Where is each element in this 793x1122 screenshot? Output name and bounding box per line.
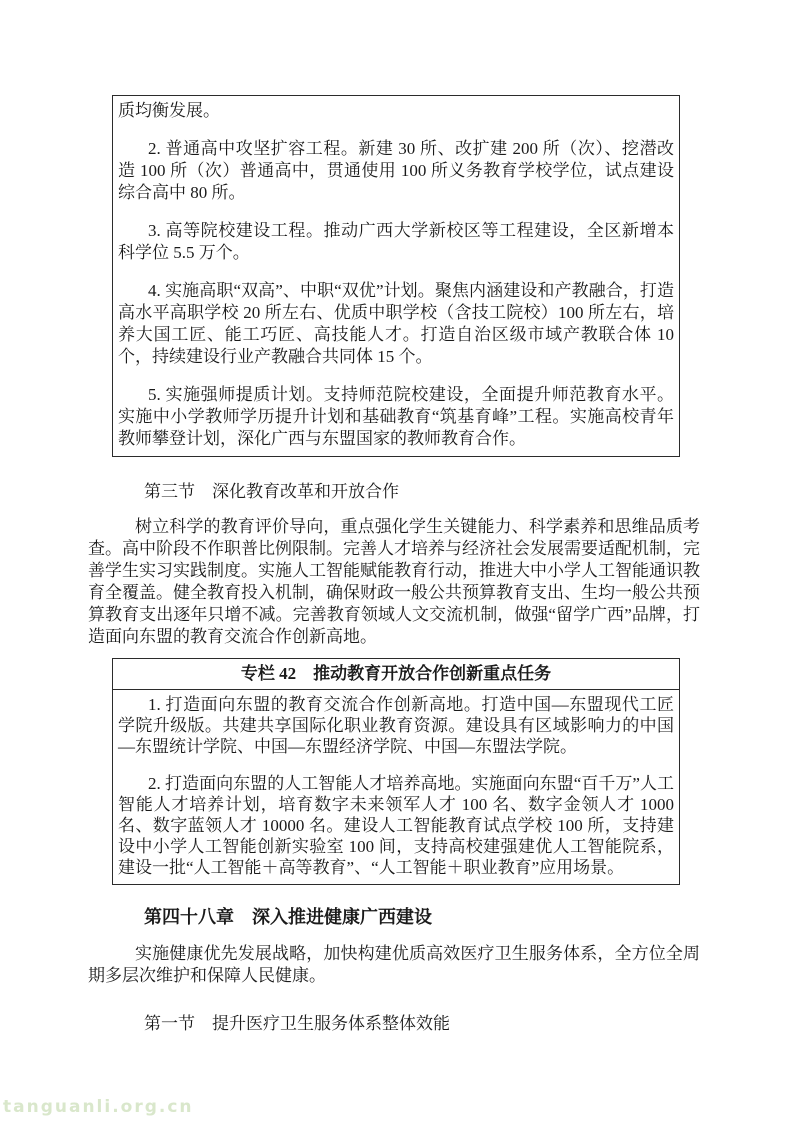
box-paragraph-item-4: 4. 实施高职“双高”、中职“双优”计划。聚焦内涵建设和产教融合，打造高水平高职学校 20 所左右、优质中职学校（含技工院校）100 所左右，培养大国工匠、能工巧匠、高技能人才。打造自治区级市域产教联合体 10 个，持续建设行业产教融合共同体 15 个。 xyxy=(118,281,674,366)
education-projects-box xyxy=(112,95,680,457)
column-42-body xyxy=(113,690,679,884)
column-42-title: 专栏 42 推动教育开放合作创新重点任务 xyxy=(113,659,679,690)
document-content xyxy=(88,95,700,1035)
chapter-48-heading: 第四十八章 深入推进健康广西建设 xyxy=(144,907,432,927)
section-heading-1: 第一节 提升医疗卫生服务体系整体效能 xyxy=(144,1014,450,1033)
box-paragraph-item-2: 2. 普通高中攻坚扩容工程。新建 30 所、改扩建 200 所（次）、挖潜改造 100 所（次）普通高中，贯通使用 100 所义务教育学校学位，试点建设综合高中 80 所。 xyxy=(118,139,674,202)
section-3-paragraph: 树立科学的教育评价导向，重点强化学生关键能力、科学素养和思维品质考查。高中阶段不作职普比例限制。完善人才培养与经济社会发展需要适配机制，完善学生实习实践制度。实施人工智能赋能教育行动，推进大中小学人工智能通识教育全覆盖。健全教育投入机制，确保财政一般公共预算教育支出、生均一般公共预算教育支出逐年只增不减。完善教育领域人文交流机制，做强“留学广西”品牌，打造面向东盟的教育交流合作创新高地。 xyxy=(88,517,700,646)
site-watermark: tanguanli.org.cn xyxy=(3,1097,194,1117)
education-projects-box-body xyxy=(113,96,679,456)
chapter-48-paragraph: 实施健康优先发展战略，加快构建优质高效医疗卫生服务体系，全方位全周期多层次维护和保障人民健康。 xyxy=(88,944,700,985)
section-heading-3: 第三节 深化教育改革和开放合作 xyxy=(144,482,399,501)
column-42-item-1: 1. 打造面向东盟的教育交流合作创新高地。打造中国—东盟现代工匠学院升级版。共建共享国际化职业教育资源。建设具有区域影响力的中国—东盟统计学院、中国—东盟经济学院、中国—东盟法学院。 xyxy=(118,695,674,756)
column-42-box xyxy=(112,658,680,885)
box-paragraph-continued: 质均衡发展。 xyxy=(118,101,220,120)
column-42-item-2: 2. 打造面向东盟的人工智能人才培养高地。实施面向东盟“百千万”人工智能人才培养计划，培育数字未来领军人才 100 名、数字金领人才 1000 名、数字蓝领人才 10000 名。建设人工智能教育试点学校 100 所，支持建设中小学人工智能创新实验室 100 间，支持高校建强建优人工智能院系，建设一批“人工智能＋高等教育”、“人工智能＋职业教育”应用场景。 xyxy=(118,774,674,877)
box-paragraph-item-5: 5. 实施强师提质计划。支持师范院校建设，全面提升师范教育水平。实施中小学教师学历提升计划和基础教育“筑基育峰”工程。实施高校青年教师攀登计划，深化广西与东盟国家的教师教育合作。 xyxy=(118,385,674,448)
box-paragraph-item-3: 3. 高等院校建设工程。推动广西大学新校区等工程建设，全区新增本科学位 5.5 万个。 xyxy=(118,221,674,262)
